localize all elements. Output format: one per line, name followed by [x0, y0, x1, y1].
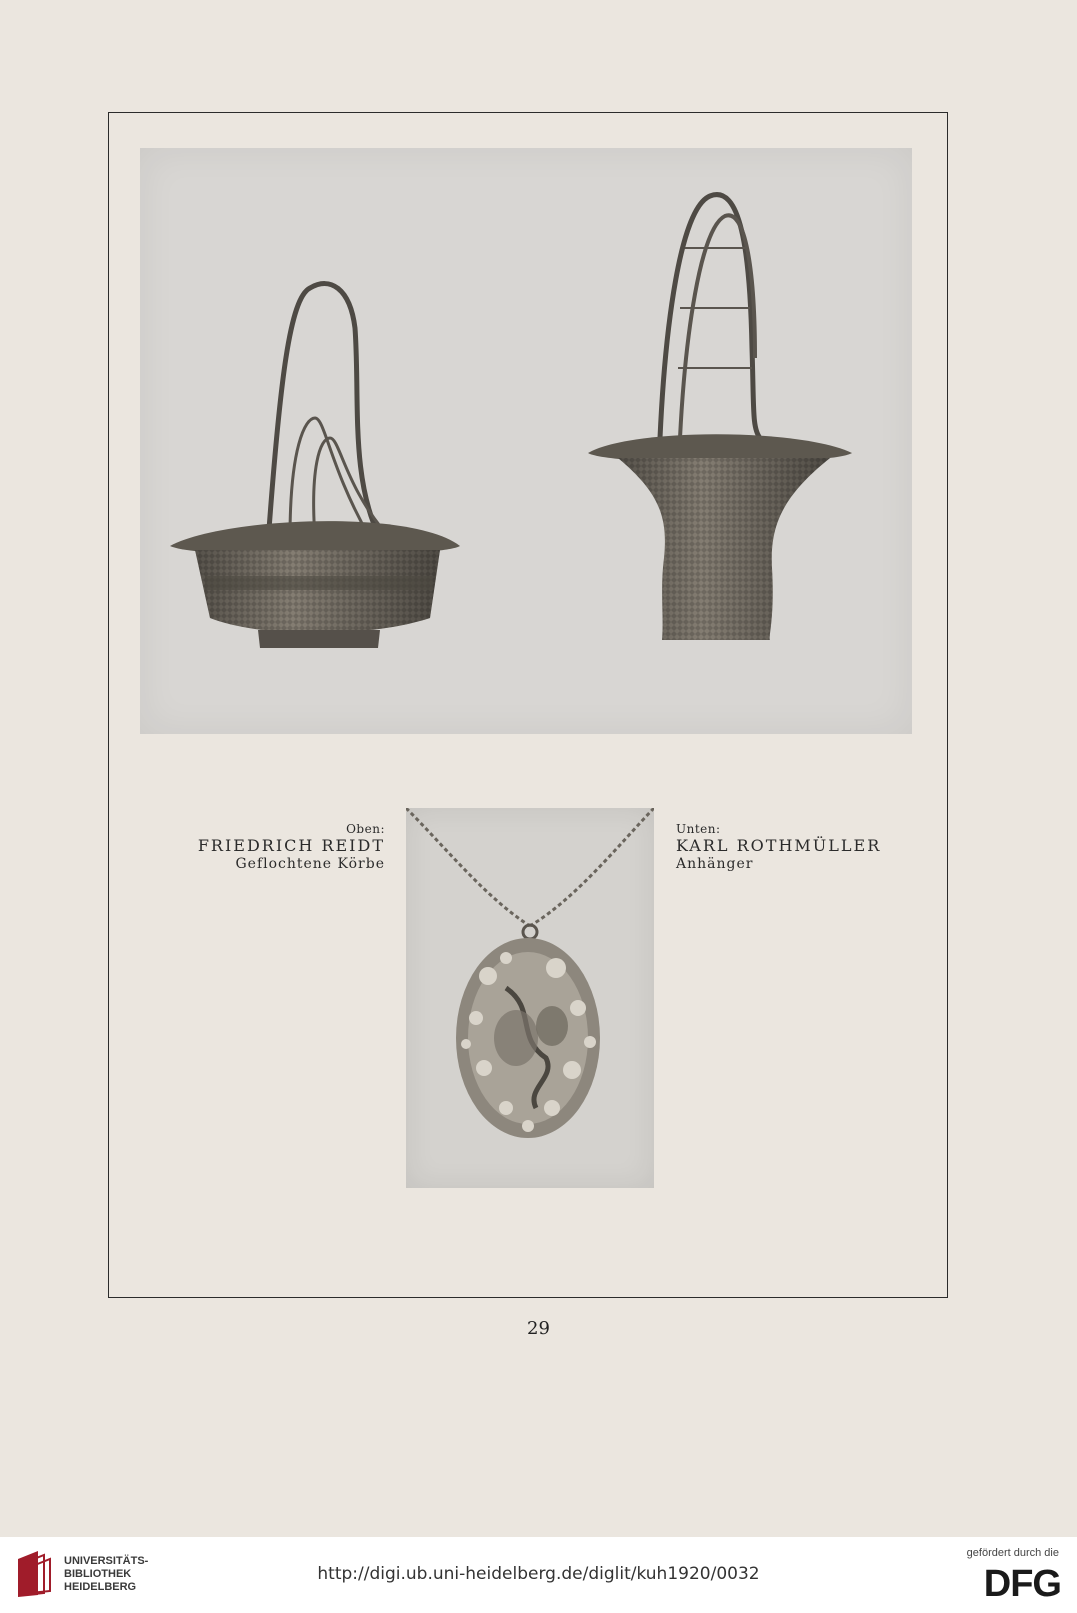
right-basket: [588, 195, 852, 640]
caption-label: Oben:: [346, 822, 385, 836]
caption-bottom-artist: [676, 822, 881, 872]
funding-note: gefördert durch die: [966, 1547, 1059, 1559]
permalink-url[interactable]: http://digi.ub.uni-heidelberg.de/diglit/kuh1920/0032: [317, 1564, 760, 1584]
caption-label: Unten:: [676, 822, 721, 836]
caption-top-artist: [198, 822, 385, 872]
artist-name: KARL ROTHMÜLLER: [676, 836, 882, 856]
artist-name: FRIEDRICH REIDT: [197, 836, 385, 856]
baskets-photo: [140, 148, 912, 734]
dfg-logo[interactable]: DFG: [983, 1563, 1061, 1605]
footer-bar: [0, 1537, 1077, 1613]
library-name-line: UNIVERSITÄTS-: [64, 1555, 149, 1567]
page-number: 29: [527, 1318, 550, 1339]
object-description: Anhänger: [676, 855, 754, 872]
library-name-line: BIBLIOTHEK: [64, 1568, 132, 1580]
left-basket: [170, 253, 460, 648]
pendant-photo: [406, 808, 654, 1188]
library-name-line: HEIDELBERG: [64, 1581, 137, 1593]
baskets-illustration: [140, 148, 912, 734]
object-description: Geflochtene Körbe: [235, 855, 385, 872]
pendant-illustration: [406, 808, 654, 1188]
